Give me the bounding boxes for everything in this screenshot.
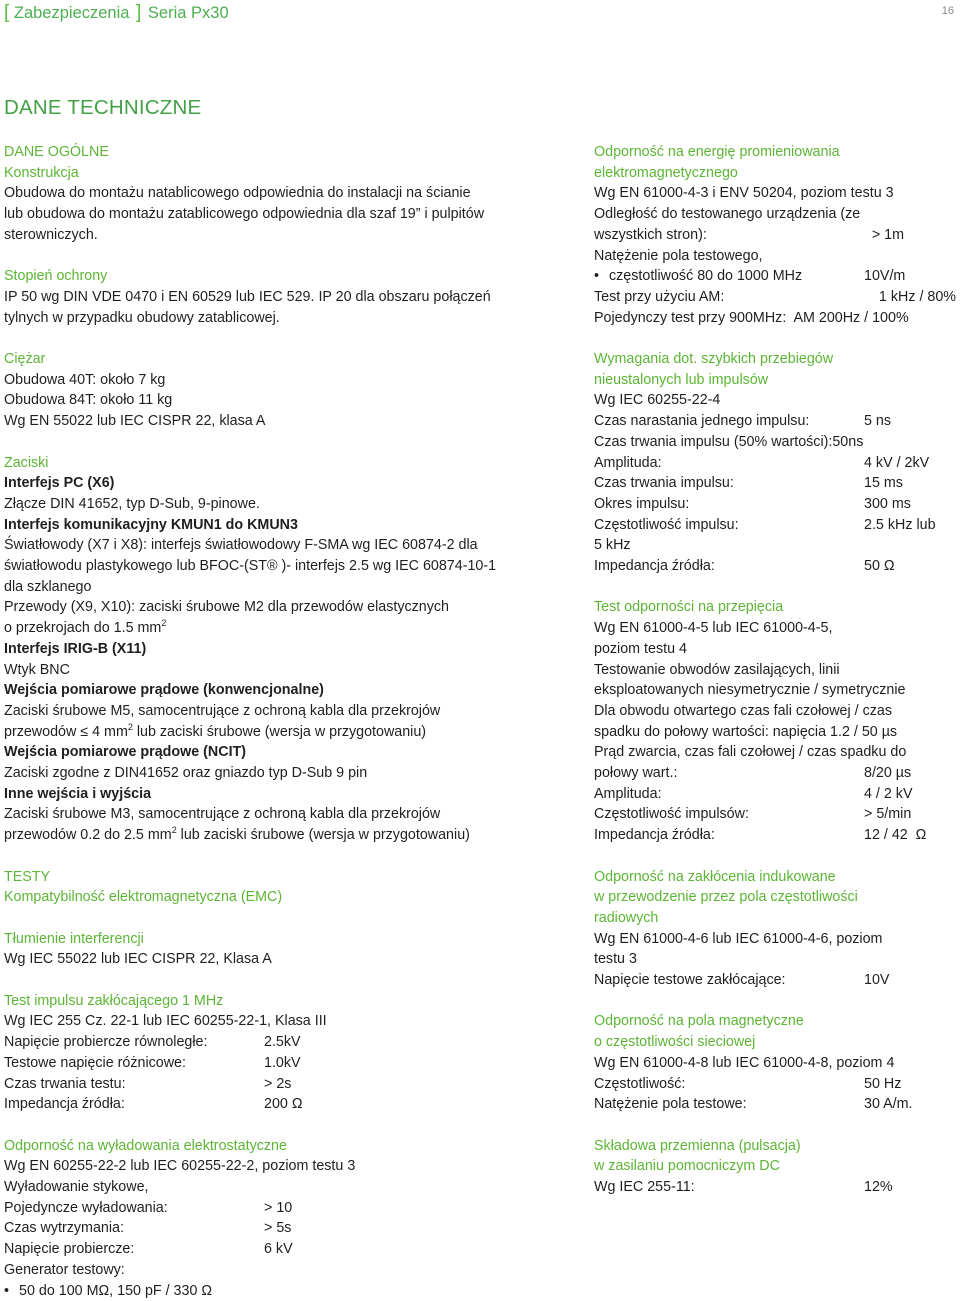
- spec-value: 1 kHz / 80%: [878, 288, 956, 305]
- spec-label: Test przy użyciu AM:: [594, 288, 725, 305]
- bullet-text: 50 do 100 MΩ, 150 pF / 330 Ω: [19, 1282, 213, 1299]
- spec-value: 5 ns: [864, 413, 892, 430]
- text-line: tylnych w przypadku obudowy zatablicowej.: [4, 309, 280, 326]
- spec-label: Częstotliwość:: [594, 1075, 686, 1092]
- spec-row: [594, 804, 956, 825]
- text-line: Wg EN 61000-4-6 lub IEC 61000-4-6, poziom: [594, 930, 883, 947]
- text-line: Zaciski śrubowe M5, samocentrujące z ochroną kabla dla przekrojów: [4, 702, 441, 719]
- spec-label: Pojedyncze wyładowania:: [4, 1199, 168, 1216]
- text-line: Wg EN 60255-22-2 lub IEC 60255-22-2, poziom testu 3: [4, 1158, 356, 1175]
- subsection-heading: Konstrukcja: [4, 164, 79, 181]
- subsection-heading: Ciężar: [4, 351, 46, 367]
- spec-value: 4 kV / 2kV: [864, 454, 930, 471]
- spec-row: [594, 453, 956, 474]
- spec-value: 2.5kV: [264, 1034, 301, 1051]
- text-line: Światłowody (X7 i X8): interfejs światłowodowy F-SMA wg IEC 60874-2 dla: [4, 537, 478, 554]
- spec-row: [4, 1094, 579, 1115]
- spec-label: Czas trwania impulsu (50% wartości):: [594, 433, 833, 450]
- text-line: Wg EN 61000-4-5 lub IEC 61000-4-5,: [594, 620, 833, 637]
- spec-label: Czas narastania jednego impulsu:: [594, 413, 810, 430]
- subsection-heading: w zasilaniu pomocniczym DC: [594, 1158, 780, 1175]
- text-line: Dla obwodu otwartego czas fali czołowej / czas: [594, 702, 892, 719]
- subsection-heading: Test odporności na przepięcia: [594, 599, 784, 616]
- subsection-heading: Odporność na pola magnetyczne: [594, 1013, 804, 1030]
- subsection-heading: Wymagania dot. szybkich przebiegów: [594, 351, 834, 368]
- section-heading: DANE OGÓLNE: [4, 144, 109, 160]
- spec-label: Amplituda:: [594, 454, 662, 471]
- text-line: Złącze DIN 41652, typ D-Sub, 9-pinowe.: [4, 495, 260, 512]
- spec-value: > 10: [264, 1199, 293, 1216]
- spec-value: 50 Ω: [864, 558, 895, 575]
- spec-label: Wg IEC 255-11:: [594, 1179, 695, 1196]
- page-title: DANE TECHNICZNE: [4, 96, 202, 119]
- text-line: dla szklanego: [4, 578, 92, 595]
- spec-value: > 5/min: [864, 806, 912, 823]
- text-line: [4, 618, 579, 639]
- spec-label: Napięcie probiercze równoległe:: [4, 1034, 208, 1051]
- spec-row: [594, 266, 956, 287]
- text-line: Wg EN 61000-4-8 lub IEC 61000-4-8, poziom 4: [594, 1054, 895, 1071]
- text-line: Prąd zwarcia, czas fali czołowej / czas spadku do: [594, 744, 907, 761]
- superscript: 2: [161, 618, 167, 629]
- spec-row: [594, 556, 956, 577]
- spec-row: [594, 473, 956, 494]
- text-line: [4, 722, 579, 743]
- superscript: 2: [127, 721, 133, 732]
- spec-value: 8/20 µs: [864, 765, 912, 782]
- spec-row: [594, 1094, 956, 1115]
- header-series: Seria Px30: [147, 4, 229, 22]
- section-heading: TESTY: [4, 868, 51, 885]
- text-line: Zaciski zgodne z DIN41652 oraz gniazdo typ D-Sub 9 pin: [4, 765, 368, 782]
- spec-label: Czas trwania testu:: [4, 1075, 126, 1092]
- spec-row: [4, 1074, 579, 1095]
- subsection-heading: Odporność na wyładowania elektrostatyczne: [4, 1137, 287, 1154]
- spec-value: 12 / 42 Ω: [864, 827, 927, 844]
- spec-value: 2.5 kHz lub: [864, 516, 936, 533]
- text-line: [4, 825, 579, 846]
- right-column: [594, 142, 956, 1198]
- bold-subheading: Wejścia pomiarowe prądowe (konwencjonalne): [4, 682, 324, 699]
- spec-row: [594, 763, 956, 784]
- bold-subheading: Interfejs IRIG-B (X11): [4, 640, 147, 657]
- text-line: Wg EN 55022 lub IEC CISPR 22, klasa A: [4, 413, 266, 430]
- spec-label: Natężenie pola testowe:: [594, 1096, 747, 1113]
- header-breadcrumb: [4, 0, 229, 26]
- spec-label: Częstotliwość impulsu:: [594, 516, 739, 533]
- spec-value: 1.0kV: [264, 1054, 301, 1071]
- spec-label: Czas wytrzymania:: [4, 1220, 124, 1237]
- subsection-heading: Odporność na zakłócenia indukowane: [594, 868, 836, 885]
- spec-value: 300 ms: [864, 495, 911, 512]
- spec-row: [594, 515, 956, 536]
- spec-row: [4, 1032, 579, 1053]
- text-line: Generator testowy:: [4, 1261, 125, 1278]
- text-line: Wg IEC 60255-22-4: [594, 392, 721, 409]
- text-line: IP 50 wg DIN VDE 0470 i EN 60529 lub IEC 529. IP 20 dla obszaru połączeń: [4, 288, 491, 305]
- text-fragment: przewodów ≤ 4 mm: [4, 723, 128, 740]
- header-separator: ]: [136, 2, 142, 23]
- bold-subheading: Inne wejścia i wyjścia: [4, 785, 152, 802]
- bold-subheading: Interfejs komunikacyjny KMUN1 do KMUN3: [4, 516, 298, 533]
- bracket-open: [: [4, 2, 10, 23]
- spec-value: 4 / 2 kV: [864, 785, 913, 802]
- spec-label: Impedancja źródła:: [4, 1096, 125, 1113]
- spec-row: [4, 1218, 579, 1239]
- spec-label: Częstotliwość impulsów:: [594, 806, 749, 823]
- text-line: Wtyk BNC: [4, 661, 70, 678]
- text-line: Pojedynczy test przy 900MHz: AM 200Hz / 100%: [594, 309, 909, 326]
- subsection-heading: Odporność na energię promieniowania: [594, 144, 840, 160]
- spec-row: [594, 1074, 956, 1095]
- spec-label: połowy wart.:: [594, 765, 678, 782]
- spec-value: > 5s: [264, 1220, 292, 1237]
- spec-value: 10V: [864, 972, 890, 989]
- text-fragment: lub zaciski śrubowe (wersja w przygotowaniu): [132, 723, 427, 740]
- bold-subheading: Wejścia pomiarowe prądowe (NCIT): [4, 744, 247, 761]
- spec-label: Impedancja źródła:: [594, 827, 715, 844]
- text-line: Zaciski śrubowe M3, samocentrujące z ochroną kabla dla przekrojów: [4, 806, 441, 823]
- text-fragment: lub zaciski śrubowe (wersja w przygotowaniu): [176, 827, 470, 844]
- spec-row: [594, 287, 956, 308]
- text-line: Wg IEC 255 Cz. 22-1 lub IEC 60255-22-1, Klasa III: [4, 1013, 327, 1030]
- subsection-heading: w przewodzenie przez pola częstotliwości: [594, 889, 858, 906]
- bold-subheading: Interfejs PC (X6): [4, 475, 115, 492]
- text-line: testu 3: [594, 951, 637, 968]
- spec-label: Testowe napięcie różnicowe:: [4, 1054, 186, 1071]
- superscript: 2: [171, 825, 177, 836]
- text-fragment: o przekrojach do 1.5 mm: [4, 620, 162, 637]
- text-line: lub obudowa do montażu zatablicowego odpowiednia dla szaf 19” i pulpitów: [4, 206, 485, 223]
- bullet-item: [4, 1281, 579, 1301]
- spec-label: wszystkich stron):: [594, 226, 707, 243]
- spec-value: > 1m: [871, 226, 904, 243]
- subsection-heading: o częstotliwości sieciowej: [594, 1034, 756, 1051]
- page-number: 16: [941, 5, 954, 17]
- header-section: Zabezpieczenia: [13, 4, 130, 22]
- text-line: Testowanie obwodów zasilających, linii: [594, 661, 840, 678]
- spec-value: 15 ms: [864, 475, 903, 492]
- spec-label: Impedancja źródła:: [594, 558, 715, 575]
- subsection-heading: Test impulsu zakłócającego 1 MHz: [4, 992, 224, 1009]
- spec-value: 50 Hz: [864, 1075, 902, 1092]
- text-line: sterowniczych.: [4, 226, 98, 243]
- spec-row: [594, 784, 956, 805]
- subsection-heading: Tłumienie interferencji: [4, 930, 144, 947]
- subsection-heading: nieustalonych lub impulsów: [594, 371, 769, 388]
- spec-value: 10V/m: [864, 268, 906, 285]
- spec-value: > 2s: [264, 1075, 292, 1092]
- text-line: Obudowa do montażu natablicowego odpowiednia do instalacji na ścianie: [4, 185, 471, 202]
- spec-row: [594, 1177, 956, 1198]
- spec-row: [4, 1239, 579, 1260]
- spec-value: 30 A/m.: [864, 1096, 913, 1113]
- text-line: Obudowa 40T: około 7 kg: [4, 371, 166, 388]
- left-column: [4, 142, 579, 1301]
- text-line: Wyładowanie stykowe,: [4, 1179, 149, 1196]
- subsection-heading: radiowych: [594, 909, 659, 926]
- spec-label: Czas trwania impulsu:: [594, 475, 734, 492]
- subsection-heading: elektromagnetycznego: [594, 164, 738, 181]
- text-line: spadku do połowy wartości: napięcia 1.2 / 50 µs: [594, 723, 898, 740]
- spec-value: 6 kV: [264, 1241, 293, 1258]
- subsection-heading: Zaciski: [4, 454, 49, 471]
- spec-row: [4, 1198, 579, 1219]
- text-line: Przewody (X9, X10): zaciski śrubowe M2 dla przewodów elastycznych: [4, 599, 449, 616]
- spec-row: [4, 1053, 579, 1074]
- spec-value: 50ns: [832, 433, 864, 450]
- spec-label: Okres impulsu:: [594, 495, 690, 512]
- subsection-heading: Kompatybilność elektromagnetyczna (EMC): [4, 889, 283, 906]
- text-line: Natężenie pola testowego,: [594, 247, 763, 264]
- text-fragment: przewodów 0.2 do 2.5 mm: [4, 827, 172, 844]
- spec-label: Napięcie probiercze:: [4, 1241, 135, 1258]
- text-line: światłowodu plastykowego lub BFOC-(ST® )- interfejs 2.5 wg IEC 60874-10-1: [4, 558, 497, 575]
- text-line: Odległość do testowanego urządzenia (ze: [594, 206, 861, 223]
- text-line: Wg IEC 55022 lub IEC CISPR 22, Klasa A: [4, 951, 272, 968]
- spec-row: [594, 494, 956, 515]
- text-line: Wg EN 61000-4-3 i ENV 50204, poziom testu 3: [594, 185, 894, 202]
- spec-label: Amplituda:: [594, 785, 662, 802]
- bullet-icon: •: [4, 1282, 10, 1299]
- text-line: poziom testu 4: [594, 640, 687, 657]
- text-line: 5 kHz: [594, 537, 631, 554]
- spec-row: [594, 432, 956, 453]
- spec-row: [594, 225, 956, 246]
- text-line: Obudowa 84T: około 11 kg: [4, 392, 173, 409]
- spec-value: 12%: [864, 1179, 893, 1196]
- spec-value: 200 Ω: [264, 1096, 303, 1113]
- bullet-icon: •: [594, 268, 600, 285]
- spec-label: Napięcie testowe zakłócające:: [594, 972, 786, 989]
- spec-row: [594, 411, 956, 432]
- text-line: eksploatowanych niesymetrycznie / symetrycznie: [594, 682, 906, 699]
- subsection-heading: Stopień ochrony: [4, 268, 108, 285]
- subsection-heading: Składowa przemienna (pulsacja): [594, 1137, 801, 1154]
- spec-label: częstotliwość 80 do 1000 MHz: [609, 268, 803, 285]
- spec-row: [594, 825, 956, 846]
- spec-row: [594, 970, 956, 991]
